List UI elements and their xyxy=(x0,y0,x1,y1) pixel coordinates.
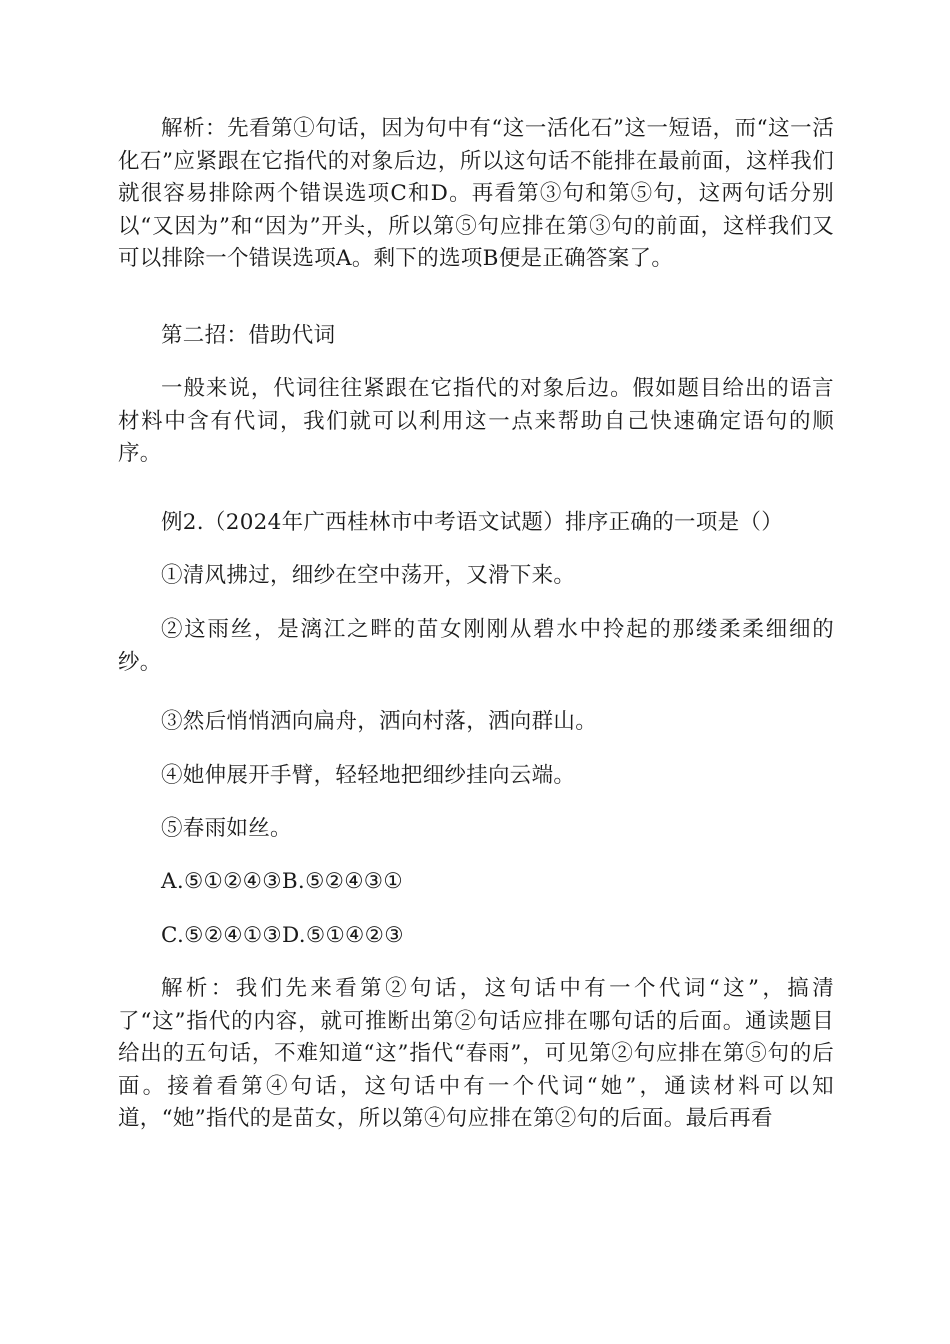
sentence-3: ③然后悄悄洒向扁舟，洒向村落，洒向群山。 xyxy=(161,709,598,734)
sentence-1: ①清风拂过，细纱在空中荡开，又滑下来。 xyxy=(161,563,576,588)
sentence-2: ②这雨丝，是漓江之畔的苗女刚刚从碧水中拎起的那缕柔柔细细的纱。 xyxy=(118,617,834,675)
options-a-b: A.⑤①②④③B.⑤②④③① xyxy=(161,869,403,894)
options-c-d: C.⑤②④①③D.⑤①④②③ xyxy=(161,923,404,948)
analysis-paragraph-1: 解析：先看第①句话，因为句中有“这一活化石”这一短语，而“这一活化石”应紧跟在它指代的对象后边，所以这句话不能排在最前面，这样我们就很容易排除两个错误选项C和D。再看第③句和第⑤句，这两句话分别以“又因为”和“因为”开头，所以第⑤句应排在第③句的前面，这样我们又可以排除一个错误选项A。剩下的选项B便是正确答案了。 xyxy=(118,116,834,272)
section-heading-method-2: 第二招：借助代词 xyxy=(161,323,336,348)
method-2-explanation: 一般来说，代词往往紧跟在它指代的对象后边。假如题目给出的语言材料中含有代词，我们就可以利用这一点来帮助自己快速确定语句的顺序。 xyxy=(118,376,834,467)
example-2-question: 例2.（2024年广西桂林市中考语文试题）排序正确的一项是（） xyxy=(161,510,784,535)
analysis-paragraph-2: 解析：我们先来看第②句话，这句话中有一个代词“这”，搞清了“这”指代的内容，就可推断出第②句话应排在哪句话的后面。通读题目给出的五句话，不难知道“这”指代“春雨”，可见第②句应排在第⑤句的后面。接着看第④句话，这句话中有一个代词“她”，通读材料可以知道，“她”指代的是苗女，所以第④句应排在第②句的后面。最后再看 xyxy=(118,976,834,1132)
sentence-4: ④她伸展开手臂，轻轻地把细纱挂向云端。 xyxy=(161,763,576,788)
sentence-5: ⑤春雨如丝。 xyxy=(161,816,292,841)
